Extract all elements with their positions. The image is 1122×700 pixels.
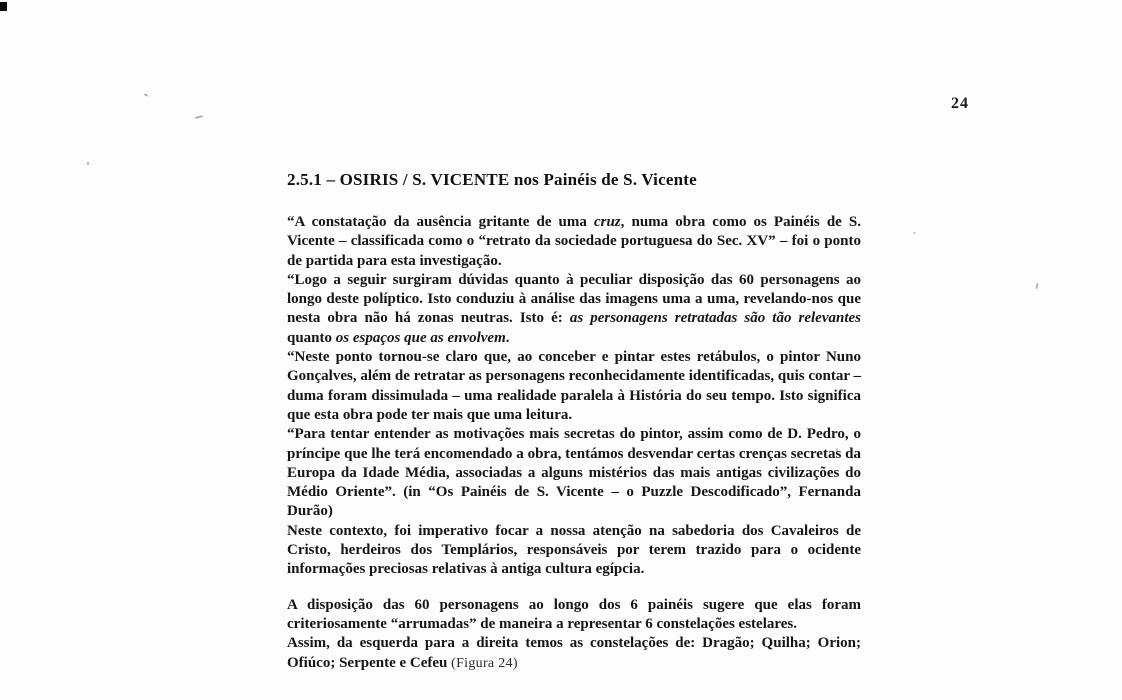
text-segment: “Neste ponto tornou-se claro que, ao conceber e pintar estes retábulos, o pintor Nuno Gonçalves, além de retratar as personagens reconhecidamente identificadas, quis contar – duma foram dissimulada – uma realidade paralela à História do seu tempo. Isto significa que esta obra pode ter mais que uma leitura.	[287, 349, 861, 423]
text-segment: Neste contexto, foi imperativo focar a nossa atenção na sabedoria dos Cavaleiros de Cristo, herdeiros dos Templários, responsáveis por terem trazido para o ocidente informações preciosas relativas à antiga cultura egípcia.	[287, 522, 861, 578]
paragraph	[287, 348, 861, 425]
paragraph	[287, 271, 861, 348]
text-segment: , numa obra como os Painéis de S. Vicente – classificada como o “retrato da sociedade portuguesa do Sec. XV” – foi o ponto de partida para esta investigação.	[287, 214, 861, 269]
text-segment: quanto	[287, 329, 336, 346]
scan-speck	[87, 162, 89, 165]
section-heading: 2.5.1 – OSIRIS / S. VICENTE nos Painéis de S. Vicente	[287, 170, 697, 189]
italic-text-segment: cruz	[593, 214, 621, 230]
text-segment: A disposição das 60 personagens ao longo dos 6 painéis sugere que elas foram criteriosamente “arrumadas” de maneira a representar 6 constelações estelares.	[287, 596, 861, 632]
quoted-text-block	[287, 213, 861, 580]
page-number: 24	[951, 95, 969, 112]
constellations-block	[287, 596, 861, 673]
text-segment: Assim, da esquerda para a direita temos as constelações de: Dragão; Quilha; Orion; Ofiúco; Serpente e Cefeu	[287, 635, 861, 671]
paragraph	[287, 634, 861, 673]
paragraph	[287, 425, 861, 521]
text-segment: .	[505, 329, 510, 346]
scan-speck	[913, 232, 916, 234]
page-content	[287, 170, 861, 673]
italic-text-segment: os espaços que as envolvem	[335, 329, 506, 346]
text-blocks	[287, 213, 861, 673]
paragraph	[287, 522, 861, 580]
text-segment: “Logo a seguir surgiram dúvidas quanto à peculiar disposição das 60 personagens ao longo deste políptico. Isto conduziu à análise das imagens uma a uma, revelando-nos que nesta obra não há zonas neutras. Isto é:	[287, 271, 861, 327]
paragraph	[287, 596, 861, 635]
figure-reference: (Figura 24)	[451, 655, 518, 671]
text-segment: “A constatação da ausência gritante de uma	[287, 214, 594, 230]
italic-text-segment: as personagens retratadas são tão relevantes	[569, 310, 861, 327]
scan-corner-mark	[0, 2, 7, 11]
paragraph	[287, 213, 861, 271]
text-segment: “Para tentar entender as motivações mais secretas do pintor, assim como de D. Pedro, o príncipe que lhe terá encomendado a obra, tentámos desvendar certas crenças secretas da Europa da Idade Média, associadas a alguns mistérios das mais antigas civilizações do Médio Oriente”. (in “Os Painéis de S. Vicente – o Puzzle Descodificado”, Fernanda Durão)	[287, 426, 861, 520]
